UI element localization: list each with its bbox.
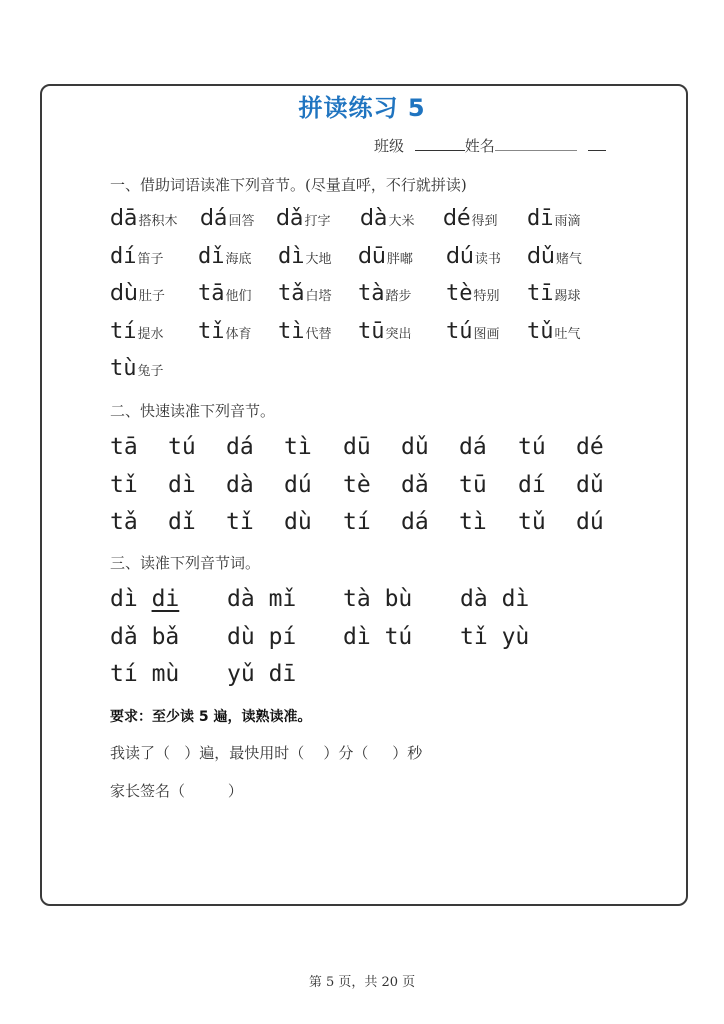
syllable-item (198, 281, 252, 306)
pinyin: tā (198, 281, 225, 306)
syllable-item (110, 244, 164, 269)
syllable-item (198, 244, 252, 269)
page-footer: 第 5 页，共 20 页 (308, 975, 416, 990)
syllable: tū (459, 471, 487, 498)
section1-row (110, 319, 630, 357)
word: 雨滴 (554, 214, 581, 229)
syllable: tè (343, 471, 371, 498)
word: 突出 (385, 326, 412, 342)
syllable-item (198, 319, 252, 344)
word: 回答 (228, 214, 255, 229)
syllable-item (358, 281, 412, 306)
pinyin: dū (358, 243, 386, 269)
syllable-b: yù (501, 623, 530, 650)
syllable-item (110, 319, 164, 344)
syllable: dà (226, 471, 254, 498)
syllable: dé (576, 434, 604, 460)
pinyin: tǔ (527, 318, 554, 344)
syllable: tǐ (226, 509, 254, 535)
syllable: tú (518, 434, 546, 460)
word: 体育 (225, 326, 252, 342)
pinyin: tǐ (198, 318, 225, 344)
pinyin: dī (527, 206, 554, 231)
section1-row (110, 244, 630, 282)
word: 他们 (225, 289, 252, 304)
syllable-item (110, 281, 165, 306)
word: 搭积木 (138, 214, 178, 229)
pinyin: dù (110, 281, 138, 306)
pinyin: tà (358, 281, 385, 306)
pinyin: dì (278, 243, 305, 269)
syllable-b: dì (501, 586, 530, 612)
pinyin: dà (360, 206, 388, 231)
class-blank (415, 138, 465, 151)
syllable-b: bǎ (151, 623, 180, 650)
syllable-item (358, 244, 413, 269)
syllable: tí (343, 509, 371, 535)
syllable-item (527, 244, 582, 269)
pinyin: dǔ (527, 243, 555, 269)
section1-row (110, 356, 630, 394)
syllable: dǎ (401, 471, 429, 498)
name-blank (495, 138, 577, 151)
syllable: tì (459, 509, 487, 535)
word: 读书 (474, 251, 501, 267)
pinyin: dǎ (276, 206, 304, 231)
pinyin: tì (278, 318, 305, 344)
syllable-b: dī (268, 661, 297, 687)
syllable-item (278, 244, 332, 269)
syllable-word (110, 624, 179, 650)
syllable-word (343, 586, 412, 612)
syllable: tǎ (110, 509, 138, 535)
class-label: 班级 (374, 137, 405, 155)
syllable-item (527, 281, 581, 306)
syllable: dá (459, 434, 487, 460)
requirement-text: 要求：至少读 5 遍，读熟读准。 (110, 709, 312, 725)
class-name-line (374, 135, 606, 156)
syllable: dù (284, 509, 312, 535)
word: 得到 (471, 214, 498, 229)
section1-row (110, 206, 630, 244)
section2-heading: 二、快速读准下列音节。 (110, 402, 276, 420)
parent-signature-line: 家长签名（ ） (110, 782, 243, 800)
word: 踏步 (385, 289, 412, 304)
pinyin: tǎ (278, 281, 305, 306)
syllable-item (110, 356, 164, 381)
word: 胖嘟 (386, 251, 413, 267)
syllable: dū (343, 434, 371, 460)
word: 大米 (388, 214, 415, 229)
word: 提水 (137, 326, 164, 342)
syllable-item (446, 244, 501, 269)
pinyin: dé (443, 206, 471, 231)
syllable-b: bù (384, 586, 413, 612)
pinyin: dá (200, 206, 228, 231)
syllable: dú (284, 471, 312, 498)
syllable-b: mǐ (268, 586, 297, 612)
syllable-a: tí (110, 661, 138, 687)
pinyin: dā (110, 206, 138, 231)
syllable-item (110, 206, 177, 231)
syllable-word (227, 586, 296, 612)
name-blank-extra (588, 138, 606, 151)
syllable-item (443, 206, 498, 231)
syllable-b: tú (384, 623, 413, 650)
word: 踢球 (554, 289, 581, 304)
word: 代替 (305, 326, 332, 342)
word: 白塔 (305, 289, 332, 304)
syllable-word (227, 661, 296, 687)
reading-record-line: 我读了（ ）遍，最快用时（ ）分（ ）秒 (110, 744, 423, 762)
section3-heading: 三、读准下列音节词。 (110, 554, 261, 572)
syllable-a: dà (227, 586, 255, 612)
syllable-b-underlined: di (151, 586, 180, 612)
word: 特别 (473, 289, 500, 304)
syllable: tì (284, 434, 312, 460)
syllable: tā (110, 434, 138, 460)
syllable: dǔ (576, 471, 604, 498)
syllable-a: dì (343, 623, 371, 650)
page-title: 拼读练习 5 (298, 94, 426, 122)
section1-row (110, 281, 630, 319)
syllable: dá (226, 434, 254, 460)
pinyin: tū (358, 318, 385, 344)
syllable: dǔ (401, 434, 429, 460)
syllable-item (527, 319, 581, 344)
syllable-a: dǎ (110, 623, 138, 650)
word: 打字 (304, 214, 331, 229)
pinyin: tī (527, 281, 554, 306)
syllable: dá (401, 509, 429, 535)
syllable-item (200, 206, 254, 231)
syllable-item (527, 206, 581, 231)
section1-heading: 一、借助词语读准下列音节。(尽量直呼，不行就拼读) (110, 176, 467, 194)
pinyin: tè (446, 281, 473, 306)
word: 图画 (473, 326, 500, 342)
word: 笛子 (137, 251, 164, 267)
syllable-item (358, 319, 412, 344)
word: 吐气 (554, 326, 581, 342)
syllable-b: pí (268, 623, 297, 650)
pinyin: tù (110, 356, 137, 381)
syllable-a: tǐ (460, 623, 488, 650)
syllable-item (446, 281, 500, 306)
syllable-word (110, 586, 179, 612)
syllable-word (110, 661, 179, 687)
syllable-item (276, 206, 330, 231)
syllable: dǐ (168, 509, 196, 535)
syllable-a: dà (460, 586, 488, 612)
word: 海底 (225, 251, 252, 267)
syllable-word (460, 624, 529, 650)
syllable: dì (168, 471, 196, 498)
syllable: tǐ (110, 471, 138, 498)
pinyin: dǐ (198, 243, 225, 269)
syllable-item (278, 281, 332, 306)
syllable-b: mù (151, 661, 180, 687)
word: 兔子 (137, 364, 164, 379)
syllable-a: tà (343, 586, 371, 612)
name-label: 姓名 (464, 137, 495, 155)
word: 肚子 (138, 289, 165, 304)
syllable-item (360, 206, 414, 231)
syllable-item (446, 319, 500, 344)
syllable-item (278, 319, 332, 344)
pinyin: dú (446, 243, 474, 269)
syllable-a: dì (110, 586, 138, 612)
syllable-word (460, 586, 529, 612)
section1-grid (110, 206, 630, 394)
syllable: tú (168, 434, 196, 460)
syllable: dí (518, 471, 546, 498)
syllable-word (227, 624, 296, 650)
syllable-a: dù (227, 623, 255, 650)
syllable: dú (576, 509, 604, 535)
word: 大地 (305, 251, 332, 267)
pinyin: tú (446, 318, 473, 344)
pinyin: tí (110, 318, 137, 344)
syllable: tǔ (518, 509, 546, 535)
syllable-word (343, 624, 412, 650)
syllable-a: yǔ (227, 661, 255, 687)
pinyin: dí (110, 243, 137, 269)
word: 赌气 (555, 251, 582, 267)
